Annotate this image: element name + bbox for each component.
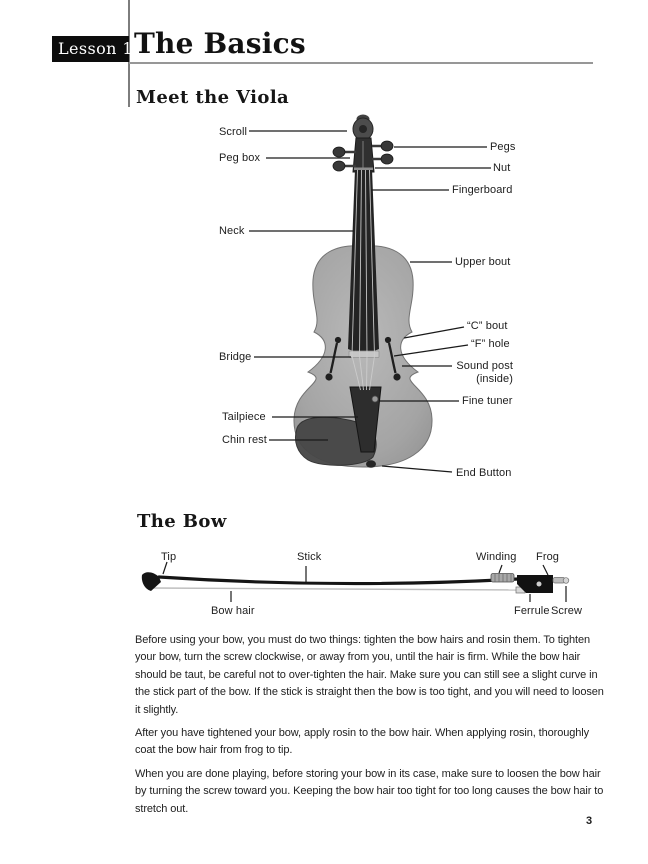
leader-line-c-bout: [404, 327, 464, 338]
viola-label-sound-post: [456, 360, 513, 386]
tick-winding: [499, 565, 502, 573]
viola-label-upper-bout: Upper bout: [455, 256, 511, 268]
viola-label-fine-tuner: Fine tuner: [462, 395, 513, 407]
sound-post-line1: Sound post: [456, 360, 513, 372]
body-paragraph-1: Before using your bow, you must do two things: tighten the bow hairs and rosin them. To tighten your bow, turn the screw clockwise, or away from you, until the hair is firm. While the bow hair should be taut, be careful not to over-tighten the hair. Make sure you can still see a slight curve in the stick part of the bow. If the stick is straight then the bow is too tight, and you will need to loosen it slightly.: [135, 634, 604, 716]
page-title: The Basics: [134, 27, 306, 60]
bow-label-bow-hair: Bow hair: [211, 605, 255, 617]
bow-hair: [151, 588, 520, 590]
bow-label-winding: Winding: [476, 551, 517, 563]
bow-frog-eye: [537, 582, 542, 587]
viola-scroll: [353, 115, 373, 141]
bow-stick: [159, 577, 518, 584]
viola-label-chin-rest: Chin rest: [222, 434, 267, 446]
bow-label-stick: Stick: [297, 551, 322, 563]
leader-line-f-hole: [394, 345, 468, 356]
body-paragraph-3: When you are done playing, before storing your bow in its case, make sure to loosen the bow hair by turning the screw toward you. Keeping the bow hair too tight for too long causes the bow hair to stretch out.: [135, 767, 604, 815]
viola-label-f-hole: “F” hole: [471, 338, 510, 350]
viola-label-end-button: End Button: [456, 467, 512, 479]
viola-end-button: [366, 460, 376, 468]
section-heading-viola: Meet the Viola: [136, 87, 290, 108]
viola-label-c-bout: “C” bout: [467, 320, 508, 332]
viola-label-fingerboard: Fingerboard: [452, 184, 513, 196]
lesson-tab-label: Lesson 1: [58, 39, 133, 58]
viola-peg-box: [353, 138, 374, 172]
body-paragraph-2: After you have tightened your bow, apply rosin to the bow hair. When applying rosin, thoroughly coat the bow hair from frog to tip.: [135, 727, 590, 757]
viola-label-scroll: Scroll: [219, 126, 248, 138]
bow-label-frog: Frog: [536, 551, 560, 563]
viola-label-pegs: Pegs: [490, 141, 516, 153]
viola-nut: [354, 168, 373, 171]
leader-line-end-button: [382, 466, 452, 472]
bow-label-ferrule: Ferrule: [514, 605, 550, 617]
bow-label-tip: Tip: [161, 551, 177, 563]
viola-label-neck: Neck: [219, 225, 245, 237]
viola-label-tailpiece: Tailpiece: [222, 411, 266, 423]
bow-screw: [553, 578, 569, 584]
page-number: 3: [586, 815, 593, 827]
viola-label-nut: Nut: [493, 162, 511, 174]
body-text: [135, 632, 608, 824]
sound-post-line2: (inside): [476, 373, 513, 385]
section-heading-bow: The Bow: [137, 511, 227, 532]
tick-frog: [543, 565, 548, 575]
bow-winding: [491, 574, 514, 583]
viola-label-peg-box: Peg box: [219, 152, 261, 164]
viola-label-bridge: Bridge: [219, 351, 252, 363]
viola-fine-tuner: [372, 396, 378, 402]
bow-label-screw: Screw: [551, 605, 583, 617]
bow-illustration: [142, 572, 569, 593]
